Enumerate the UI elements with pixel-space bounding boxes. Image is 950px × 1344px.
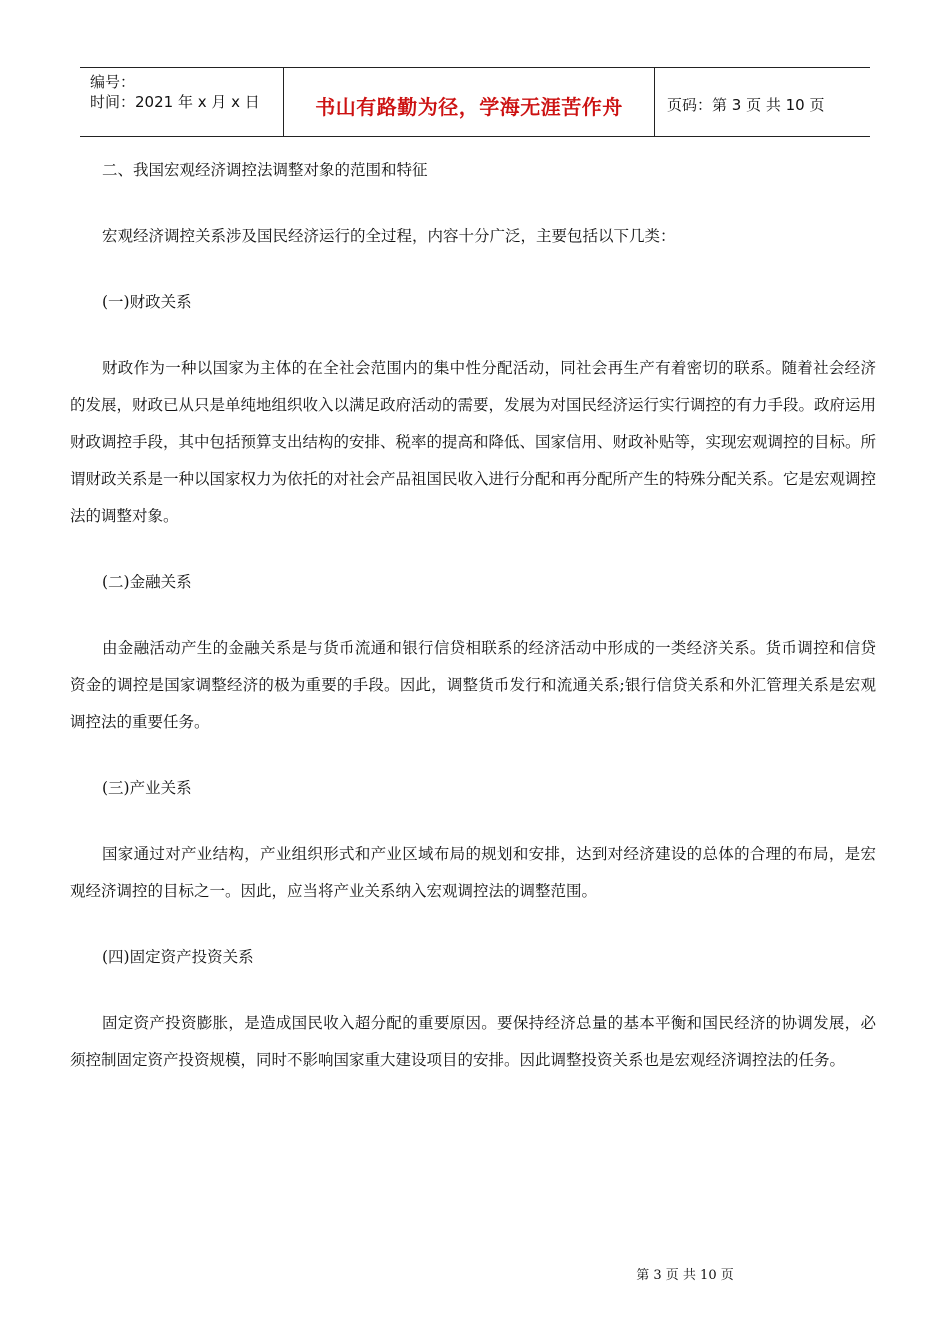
subheading-investment: (四)固定资产投资关系 [102, 948, 254, 966]
header-page-cell [655, 68, 870, 136]
intro-paragraph: 宏观经济调控关系涉及国民经济运行的全过程，内容十分广泛，主要包括以下几类： [102, 227, 676, 245]
motto-text: 书山有路勤为径，学海无涯苦作舟 [315, 94, 623, 119]
paragraph-industry: 国家通过对产业结构，产业组织形式和产业区域布局的规划和安排，达到对经济建设的总体的合理的布局，是宏观经济调控的目标之一。因此，应当将产业关系纳入宏观调控法的调整范围。 [70, 845, 876, 900]
document-body [70, 152, 876, 1079]
footer-page-number: 第 3 页 共 10 页 [636, 1268, 734, 1283]
header-meta-cell [80, 68, 283, 136]
paragraph-banking: 由金融活动产生的金融关系是与货币流通和银行信贷相联系的经济活动中形成的一类经济关系。货币调控和信贷资金的调控是国家调整经济的极为重要的手段。因此，调整货币发行和流通关系;银行信贷关系和外汇管理关系是宏观调控法的重要任务。 [70, 639, 876, 731]
header-page-info: 页码：第 3 页 共 10 页 [667, 96, 825, 114]
subheading-finance: (一)财政关系 [102, 293, 192, 311]
section-title: 二、我国宏观经济调控法调整对象的范围和特征 [102, 161, 428, 179]
paragraph-finance: 财政作为一种以国家为主体的在全社会范围内的集中性分配活动，同社会再生产有着密切的联系。随着社会经济的发展，财政已从只是单纯地组织收入以满足政府活动的需要，发展为对国民经济运行实行调控的有力手段。政府运用财政调控手段，其中包括预算支出结构的安排、税率的提高和降低、国家信用、财政补贴等，实现宏观调控的目标。所谓财政关系是一种以国家权力为依托的对社会产品祖国民收入进行分配和再分配所产生的特殊分配关系。它是宏观调控法的调整对象。 [70, 359, 877, 525]
page-footer [0, 1264, 950, 1283]
time-label: 时间：2021 年 x 月 x 日 [90, 93, 260, 111]
number-label: 编号： [90, 73, 136, 91]
subheading-industry: (三)产业关系 [102, 779, 192, 797]
header-motto-cell [283, 68, 655, 136]
subheading-banking: (二)金融关系 [102, 573, 192, 591]
paragraph-investment: 固定资产投资膨胀，是造成国民收入超分配的重要原因。要保持经济总量的基本平衡和国民经济的协调发展，必须控制固定资产投资规模，同时不影响国家重大建设项目的安排。因此调整投资关系也是宏观经济调控法的任务。 [70, 1014, 876, 1069]
document-header [80, 67, 870, 137]
